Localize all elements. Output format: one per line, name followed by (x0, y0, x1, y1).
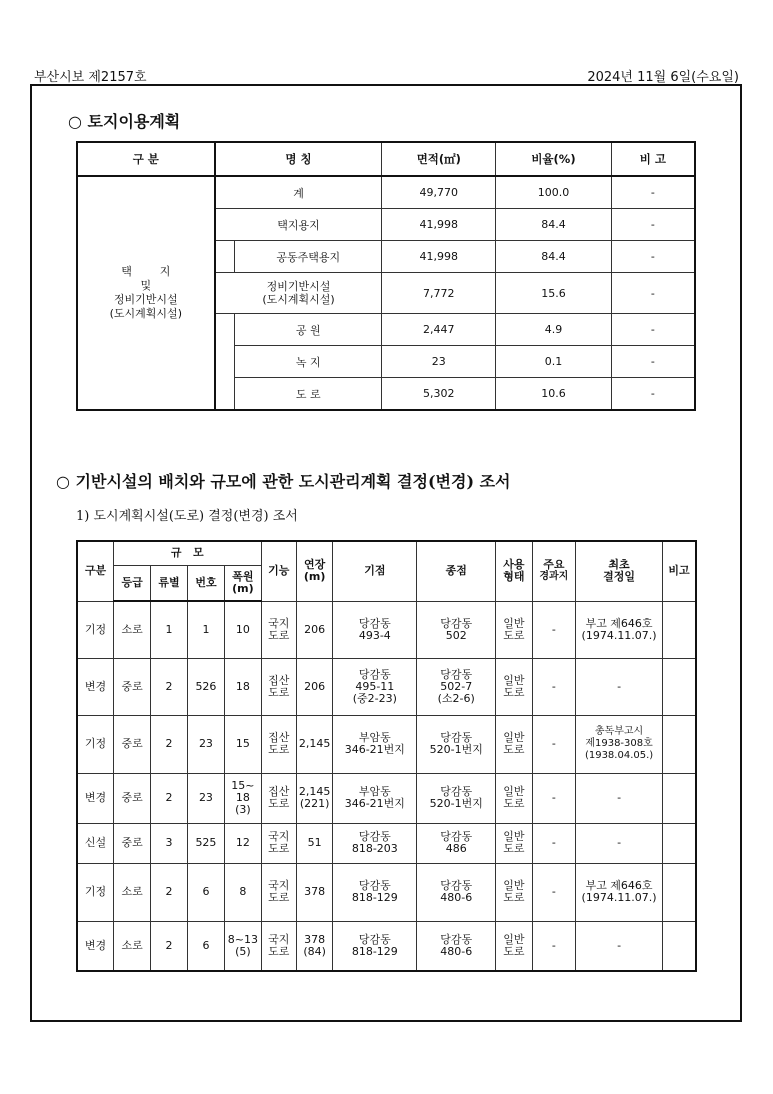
cell-grade: 소로 (113, 921, 150, 971)
header-text: (m) (303, 570, 326, 584)
area-cell: 7,772 (382, 273, 496, 314)
cell-note (663, 921, 696, 971)
cell-len (296, 823, 332, 863)
name-cell: 택지용지 (215, 209, 382, 241)
cell-len (296, 773, 332, 823)
cell-line: 당감동 (358, 879, 391, 892)
cell-use (496, 863, 532, 921)
cell-line: 당감동 (440, 830, 473, 843)
cell-line: 도로 (268, 743, 290, 756)
cell-line: (84) (303, 944, 326, 958)
cell-line: 일반 (503, 830, 525, 843)
cell-start (333, 773, 417, 823)
cell-num: 6 (187, 921, 224, 971)
cell-line: - (617, 791, 622, 804)
cell-grade: 중로 (113, 658, 150, 715)
cell-gubun: 기정 (77, 601, 113, 658)
col-header: 명 칭 (215, 142, 382, 176)
cell-line: 495-11 (355, 679, 395, 693)
name-cell: 공 원 (235, 314, 382, 346)
cell-line: 집산 (268, 731, 290, 744)
cell-use (496, 658, 532, 715)
cell-end (417, 823, 496, 863)
cell-start (333, 658, 417, 715)
col-header: 비고 (663, 541, 696, 601)
road-facility-table (76, 540, 697, 972)
cell-line: 일반 (503, 785, 525, 798)
cell-line: 도로 (268, 944, 290, 958)
cell-gubun: 변경 (77, 773, 113, 823)
col-header (296, 541, 332, 601)
cell-first (576, 658, 663, 715)
cell-line: (3) (235, 803, 251, 816)
cell-line: 부암동 (358, 785, 391, 798)
indent-cell (215, 314, 235, 411)
cell-type: 3 (151, 823, 187, 863)
cell-line: (1974.11.07.) (581, 628, 657, 642)
cell-len (296, 658, 332, 715)
gazette-issue: 부산시보 제2157호 (34, 70, 147, 85)
cell-line: 818-203 (351, 842, 398, 855)
cell-note (663, 823, 696, 863)
col-header (225, 565, 261, 601)
cell-func (261, 715, 296, 773)
cell-first (576, 715, 663, 773)
area-cell: 41,998 (382, 209, 496, 241)
table-row (77, 176, 695, 209)
cell-start (333, 823, 417, 863)
cell-line: 18 (235, 679, 250, 693)
header-text: 최초 (608, 558, 630, 572)
col-header: 등급 (113, 565, 150, 601)
header-text: 주요 (543, 558, 565, 572)
cell-line: 집산 (268, 785, 290, 798)
cell-line: 378 (304, 932, 326, 946)
land-use-table (76, 141, 696, 411)
header-text: (m) (232, 581, 254, 595)
cell-line: 206 (304, 679, 326, 693)
cell-gubun: 신설 (77, 823, 113, 863)
cell-line: 일반 (503, 932, 525, 946)
cell-main: - (532, 823, 575, 863)
cell-end (417, 658, 496, 715)
cell-line: 도로 (503, 628, 525, 642)
cell-len (296, 715, 332, 773)
cell-first (576, 823, 663, 863)
note-cell: - (611, 314, 695, 346)
header-text: 결정일 (603, 570, 635, 584)
cell-len (296, 863, 332, 921)
cell-line: 당감동 (440, 616, 473, 630)
cell-line: 국지 (268, 616, 290, 630)
cell-line: 493-4 (358, 628, 391, 642)
col-header: 류별 (151, 565, 187, 601)
cell-line: 502 (445, 628, 467, 642)
col-header: 규 모 (113, 541, 261, 565)
cell-func (261, 658, 296, 715)
table-row (77, 715, 696, 773)
cell-line: 346-21번지 (344, 797, 405, 810)
gazette-date: 2024년 11월 6일(수요일) (587, 70, 739, 85)
name-cell (215, 273, 382, 314)
cell-main: - (532, 715, 575, 773)
cell-note (663, 773, 696, 823)
cell-line: 도로 (503, 944, 525, 958)
ratio-cell: 84.4 (496, 209, 612, 241)
cell-line: 당감동 (358, 667, 391, 681)
cell-line: 15 (235, 737, 250, 750)
area-cell: 49,770 (382, 176, 496, 209)
cell-line: 206 (304, 622, 326, 636)
cell-type: 2 (151, 773, 187, 823)
cell-line: 도로 (503, 842, 525, 855)
area-cell: 2,447 (382, 314, 496, 346)
cell-note (663, 601, 696, 658)
cell-len (296, 921, 332, 971)
cell-line: (5) (235, 944, 251, 958)
cell-line: 18 (235, 791, 250, 804)
col-header: 기능 (261, 541, 296, 601)
cell-line: 520-1번지 (429, 797, 483, 810)
category-cell (77, 176, 215, 410)
cell-type: 2 (151, 921, 187, 971)
cell-line: 당감동 (358, 616, 391, 630)
table-row (77, 863, 696, 921)
cell-line: 346-21번지 (344, 743, 405, 756)
cell-func (261, 773, 296, 823)
ratio-cell: 0.1 (496, 346, 612, 378)
cell-line: 도로 (503, 685, 525, 699)
cell-line: 2,145 (298, 737, 331, 750)
cell-line: 당감동 (440, 785, 473, 798)
cell-line: (1974.11.07.) (581, 891, 657, 904)
cell-start (333, 601, 417, 658)
name-cell: 계 (215, 176, 382, 209)
cell-width (225, 658, 261, 715)
note-cell: - (611, 378, 695, 411)
name-cell: 공동주택용지 (235, 241, 382, 273)
cell-num: 1 (187, 601, 224, 658)
cell-func (261, 863, 296, 921)
cell-line: 당감동 (358, 830, 391, 843)
cell-first (576, 601, 663, 658)
table-row (77, 658, 696, 715)
cell-line: 2,145 (298, 785, 331, 798)
cell-line: 도로 (268, 628, 290, 642)
col-header: 구 분 (77, 142, 215, 176)
header-row (77, 541, 696, 565)
cell-line: 당감동 (440, 731, 473, 744)
cell-line: 당감동 (358, 932, 391, 946)
col-header: 종점 (417, 541, 496, 601)
cell-main: - (532, 658, 575, 715)
cell-line: 378 (304, 885, 326, 898)
cell-func (261, 823, 296, 863)
cell-line: 486 (445, 842, 467, 855)
cell-line: 일반 (503, 879, 525, 892)
cell-width (225, 823, 261, 863)
note-cell: - (611, 273, 695, 314)
cell-line: 일반 (503, 616, 525, 630)
infrastructure-title: ○ 기반시설의 배치와 규모에 관한 도시관리계획 결정(변경) 조서 (56, 472, 511, 491)
cell-use (496, 601, 532, 658)
note-cell: - (611, 209, 695, 241)
col-header: 구분 (77, 541, 113, 601)
area-cell: 41,998 (382, 241, 496, 273)
col-header: 면적(㎡) (382, 142, 496, 176)
ratio-cell: 15.6 (496, 273, 612, 314)
cell-line: 480-6 (440, 891, 473, 904)
cell-line: (중2-23) (352, 691, 397, 705)
cell-num: 525 (187, 823, 224, 863)
cell-first (576, 921, 663, 971)
cell-line: 부암동 (358, 731, 391, 744)
header-text: 폭원 (232, 569, 254, 583)
cell-type: 1 (151, 601, 187, 658)
road-table-body (77, 601, 696, 971)
cell-line: (1938.04.05.) (584, 750, 654, 761)
cell-first (576, 863, 663, 921)
cell-line: 집산 (268, 673, 290, 687)
cell-width (225, 773, 261, 823)
cell-line: 국지 (268, 879, 290, 892)
cell-line: 부고 제646호 (585, 879, 653, 892)
cell-line: 제1938-308호 (585, 738, 653, 749)
cell-start (333, 921, 417, 971)
cell-note (663, 715, 696, 773)
header-text: 경과지 (539, 571, 569, 583)
cell-line: 도로 (268, 685, 290, 699)
table-header-row (77, 142, 695, 176)
cell-use (496, 715, 532, 773)
cell-main: - (532, 863, 575, 921)
cell-type: 2 (151, 658, 187, 715)
cell-len (296, 601, 332, 658)
cell-grade: 소로 (113, 863, 150, 921)
cell-width (225, 601, 261, 658)
ratio-cell: 4.9 (496, 314, 612, 346)
cell-line: 도로 (503, 797, 525, 810)
cell-line: 당감동 (440, 879, 473, 892)
cell-use (496, 921, 532, 971)
cell-line: 도로 (503, 743, 525, 756)
cell-grade: 중로 (113, 715, 150, 773)
name-cell: 도 로 (235, 378, 382, 411)
cell-grade: 중로 (113, 823, 150, 863)
col-header (496, 541, 532, 601)
header-text: 형태 (503, 570, 525, 584)
col-header: 비 고 (611, 142, 695, 176)
table-row (77, 921, 696, 971)
cell-line: 10 (235, 622, 250, 636)
cell-end (417, 921, 496, 971)
cell-num: 526 (187, 658, 224, 715)
cell-func (261, 921, 296, 971)
cell-type: 2 (151, 863, 187, 921)
cell-gubun: 기정 (77, 863, 113, 921)
cell-start (333, 715, 417, 773)
cell-gubun: 변경 (77, 921, 113, 971)
cell-end (417, 601, 496, 658)
cell-use (496, 823, 532, 863)
table-row (77, 823, 696, 863)
cell-main: - (532, 773, 575, 823)
name-text: 정비기반시설 (266, 280, 331, 293)
cell-grade: 중로 (113, 773, 150, 823)
cell-line: 15~ (231, 779, 255, 792)
cell-line: - (617, 679, 622, 693)
cell-num: 6 (187, 863, 224, 921)
cell-main: - (532, 921, 575, 971)
cell-line: (소2-6) (437, 691, 475, 705)
cell-num: 23 (187, 773, 224, 823)
cell-line: 당감동 (440, 667, 473, 681)
header-text: 사용 (503, 558, 525, 572)
cell-num: 23 (187, 715, 224, 773)
cell-main: - (532, 601, 575, 658)
cell-line: 도로 (268, 891, 290, 904)
category-text: (도시계획시설) (109, 307, 182, 320)
cell-line: 520-1번지 (429, 743, 483, 756)
ratio-cell: 84.4 (496, 241, 612, 273)
name-cell: 녹 지 (235, 346, 382, 378)
indent-cell (215, 241, 235, 273)
header-text: 연장 (304, 558, 326, 572)
cell-line: 818-129 (351, 891, 398, 904)
cell-line: - (617, 938, 622, 952)
category-text: 택 지 (121, 265, 171, 278)
cell-start (333, 863, 417, 921)
cell-line: 818-129 (351, 944, 398, 958)
cell-line: 8~13 (227, 932, 258, 946)
cell-line: 일반 (503, 731, 525, 744)
cell-line: 502-7 (440, 679, 473, 693)
cell-end (417, 773, 496, 823)
cell-note (663, 658, 696, 715)
note-cell: - (611, 241, 695, 273)
category-text: 및 (140, 279, 152, 292)
cell-line: 총독부고시 (594, 726, 644, 737)
category-text: 정비기반시설 (113, 293, 178, 306)
col-header: 비율(%) (496, 142, 612, 176)
cell-width (225, 863, 261, 921)
cell-gubun: 기정 (77, 715, 113, 773)
area-cell: 23 (382, 346, 496, 378)
cell-line: 도로 (268, 797, 290, 810)
cell-line: 도로 (503, 891, 525, 904)
cell-width (225, 921, 261, 971)
cell-width (225, 715, 261, 773)
cell-end (417, 715, 496, 773)
cell-line: 당감동 (440, 932, 473, 946)
land-use-title: ○ 토지이용계획 (68, 112, 181, 131)
cell-grade: 소로 (113, 601, 150, 658)
cell-line: 12 (235, 836, 250, 849)
col-header (532, 541, 575, 601)
cell-line: (221) (299, 797, 330, 810)
cell-use (496, 773, 532, 823)
note-cell: - (611, 346, 695, 378)
col-header: 기점 (333, 541, 417, 601)
name-text: (도시계획시설) (262, 293, 335, 306)
cell-line: 국지 (268, 830, 290, 843)
col-header (576, 541, 663, 601)
cell-line: 부고 제646호 (585, 616, 653, 630)
cell-line: 51 (307, 836, 322, 849)
cell-note (663, 863, 696, 921)
cell-line: 일반 (503, 673, 525, 687)
ratio-cell: 10.6 (496, 378, 612, 411)
cell-line: 도로 (268, 842, 290, 855)
cell-first (576, 773, 663, 823)
area-cell: 5,302 (382, 378, 496, 411)
table-row (77, 601, 696, 658)
cell-gubun: 변경 (77, 658, 113, 715)
col-header: 번호 (187, 565, 224, 601)
ratio-cell: 100.0 (496, 176, 612, 209)
cell-func (261, 601, 296, 658)
note-cell: - (611, 176, 695, 209)
cell-line: 국지 (268, 932, 290, 946)
cell-end (417, 863, 496, 921)
cell-line: - (617, 836, 622, 849)
cell-line: 8 (239, 885, 247, 898)
cell-line: 480-6 (440, 944, 473, 958)
road-subtitle: 1) 도시계획시설(도로) 결정(변경) 조서 (76, 509, 298, 524)
table-row (77, 773, 696, 823)
cell-type: 2 (151, 715, 187, 773)
